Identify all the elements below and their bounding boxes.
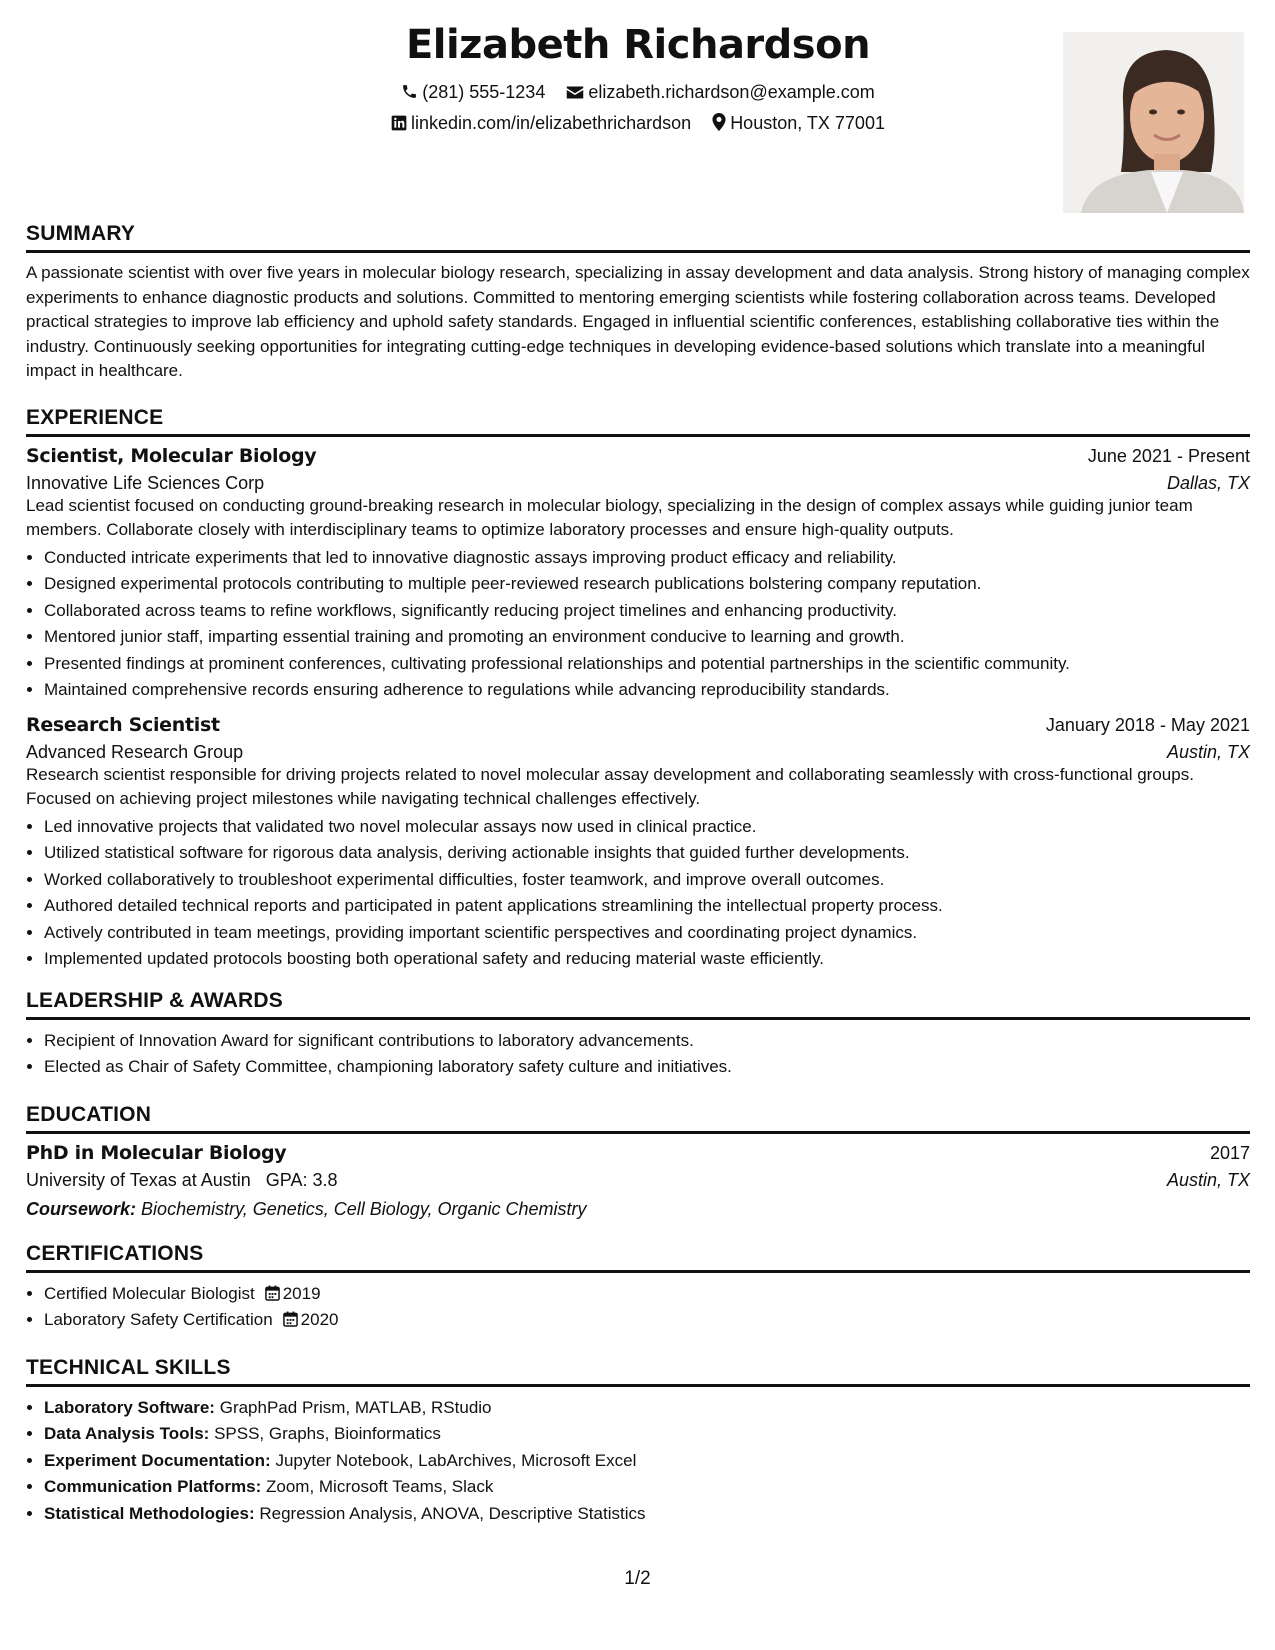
certification-name: Laboratory Safety Certification — [44, 1310, 273, 1329]
envelope-icon — [566, 85, 584, 100]
certification-name: Certified Molecular Biologist — [44, 1283, 255, 1303]
certifications-heading: CERTIFICATIONS — [26, 1242, 1250, 1273]
coursework — [26, 1199, 1250, 1220]
list-item — [44, 1448, 1250, 1475]
job-description: Lead scientist focused on conducting ground-breaking research in molecular biology, specializing in the design of complex assays while guiding junior team members. Collaborate closely with interdisciplinary teams to optimize laboratory processes and ensure high-quality outputs. — [26, 495, 1193, 539]
education-school-row — [26, 1170, 1250, 1191]
phone-icon — [401, 83, 418, 100]
experience-section — [26, 406, 1250, 973]
job-company-row — [26, 742, 1250, 763]
skill-value: GraphPad Prism, MATLAB, RStudio — [219, 1397, 492, 1417]
job-bullets — [26, 814, 1250, 973]
education-section — [26, 1103, 1250, 1220]
page-number: 1/2 — [624, 1568, 651, 1589]
school-info — [26, 1170, 338, 1191]
job-header-row — [26, 445, 1250, 467]
job-dates: January 2018 - May 2021 — [1045, 714, 1250, 735]
list-item — [44, 1395, 1250, 1422]
linkedin-text: linkedin.com/in/elizabethrichardson — [411, 113, 692, 133]
leadership-heading: LEADERSHIP & AWARDS — [26, 989, 1250, 1020]
list-item — [44, 1474, 1250, 1501]
list-item: • Recipient of Innovation Award for significant contributions to laboratory advancements. — [44, 1028, 1250, 1055]
skill-label: Statistical Methodologies: — [44, 1503, 255, 1523]
job-title: Scientist, Molecular Biology — [26, 444, 317, 467]
list-item — [44, 1501, 1250, 1528]
education-location: Austin, TX — [1166, 1169, 1250, 1190]
job-bullets — [26, 545, 1250, 704]
linkedin-icon — [391, 115, 407, 131]
certifications-list — [26, 1281, 1250, 1334]
skill-value: SPSS, Graphs, Bioinformatics — [214, 1424, 441, 1443]
certification-year: 2020 — [300, 1310, 339, 1329]
list-item: • Led innovative projects that validated two novel molecular assays now used in clinical practice. — [44, 814, 1250, 841]
job-entry — [26, 714, 1250, 973]
job-entry — [26, 445, 1250, 704]
phone-text: (281) 555-1234 — [422, 82, 546, 102]
list-item: • Implemented updated protocols boosting both operational safety and reducing material waste efficiently. — [44, 946, 1250, 973]
skill-value: Jupyter Notebook, LabArchives, Microsoft Excel — [275, 1450, 637, 1470]
summary-section — [26, 222, 1250, 384]
education-year: 2017 — [1209, 1142, 1250, 1163]
job-header-row — [26, 714, 1250, 736]
job-company: Innovative Life Sciences Corp — [26, 472, 265, 493]
experience-heading: EXPERIENCE — [26, 406, 1250, 437]
contact-location — [712, 113, 885, 134]
resume-header — [26, 20, 1250, 210]
coursework-label: Coursework: — [26, 1198, 137, 1219]
list-item: • Actively contributed in team meetings, providing important scientific perspectives and coordinating project dynamics. — [44, 920, 1250, 947]
list-item: • Maintained comprehensive records ensuring adherence to regulations while advancing reproducibility standards. — [44, 677, 1250, 704]
list-item: • Mentored junior staff, imparting essential training and promoting an environment conducive to learning and growth. — [44, 624, 1250, 651]
education-heading: EDUCATION — [26, 1103, 1250, 1134]
skill-label: Data Analysis Tools: — [44, 1424, 210, 1443]
list-item — [44, 1307, 1250, 1334]
leadership-list — [26, 1028, 1250, 1081]
coursework-list: Biochemistry, Genetics, Cell Biology, Organic Chemistry — [141, 1198, 587, 1219]
skill-value: Zoom, Microsoft Teams, Slack — [265, 1477, 494, 1496]
list-item: • Worked collaboratively to troubleshoot experimental difficulties, foster teamwork, and improve overall outcomes. — [44, 867, 1250, 894]
certifications-section — [26, 1242, 1250, 1334]
list-item — [44, 1281, 1250, 1308]
certification-year: 2019 — [282, 1283, 321, 1303]
job-location: Dallas, TX — [1166, 472, 1250, 493]
contact-email[interactable] — [566, 82, 874, 103]
resume-page — [26, 20, 1250, 1527]
calendar-icon — [265, 1285, 280, 1301]
school-name: University of Texas at Austin — [26, 1169, 251, 1190]
job-title: Research Scientist — [26, 713, 220, 736]
list-item: • Utilized statistical software for rigorous data analysis, deriving actionable insights that guided further developments. — [44, 840, 1250, 867]
email-text: elizabeth.richardson@example.com — [588, 82, 875, 102]
location-text: Houston, TX 77001 — [730, 113, 885, 133]
contact-linkedin[interactable] — [391, 113, 691, 134]
list-item: • Elected as Chair of Safety Committee, championing laboratory safety culture and initiatives. — [44, 1054, 1250, 1081]
list-item: • Presented findings at prominent conferences, cultivating professional relationships and potential partnerships in the scientific community. — [44, 651, 1250, 678]
list-item: • Authored detailed technical reports and participated in patent applications streamlining the intellectual property process. — [44, 893, 1250, 920]
skill-label: Experiment Documentation: — [44, 1450, 271, 1470]
skills-list — [26, 1395, 1250, 1528]
calendar-icon — [283, 1311, 298, 1327]
list-item: • Conducted intricate experiments that led to innovative diagnostic assays improving product efficacy and reliability. — [44, 545, 1250, 572]
gpa: GPA: 3.8 — [265, 1169, 338, 1190]
contact-phone — [401, 82, 545, 103]
job-location: Austin, TX — [1166, 741, 1250, 762]
job-company-row — [26, 473, 1250, 494]
list-item — [44, 1421, 1250, 1448]
skills-heading: TECHNICAL SKILLS — [26, 1356, 1250, 1387]
summary-text: A passionate scientist with over five years in molecular biology research, specializing in assay development and data analysis. Strong history of managing complex experiments to enhance diagnostic products and solutions. Committed to mentoring emerging scientists while fostering collaboration across teams. Developed practical strategies to improve lab efficiency and uphold safety standards. Engaged in influential scientific conferences, establishing collaborative ties within the industry. Continuously seeking opportunities for integrating cutting-edge techniques in developing evidence-based solutions which translate into a meaningful impact in healthcare. — [26, 263, 1250, 380]
education-header-row — [26, 1142, 1250, 1164]
list-item: • Designed experimental protocols contributing to multiple peer-reviewed research publications bolstering company reputation. — [44, 571, 1250, 598]
profile-photo — [1063, 32, 1244, 213]
list-item: • Collaborated across teams to refine workflows, significantly reducing project timelines and enhancing productivity. — [44, 598, 1250, 625]
skill-label: Communication Platforms: — [44, 1477, 262, 1496]
skills-section — [26, 1356, 1250, 1528]
job-dates: June 2021 - Present — [1087, 445, 1250, 466]
skill-value: Regression Analysis, ANOVA, Descriptive Statistics — [259, 1503, 646, 1523]
job-company: Advanced Research Group — [26, 741, 244, 762]
job-description: Research scientist responsible for driving projects related to novel molecular assay development and collaborating seamlessly with cross-functional groups. Focused on achieving project milestones while navigating technical challenges effectively. — [26, 764, 1194, 808]
leadership-section — [26, 989, 1250, 1081]
map-pin-icon — [712, 113, 726, 131]
candidate-name: Elizabeth Richardson — [405, 22, 871, 68]
summary-heading: SUMMARY — [26, 222, 1250, 253]
degree-title: PhD in Molecular Biology — [26, 1141, 287, 1164]
skill-label: Laboratory Software: — [44, 1397, 215, 1417]
